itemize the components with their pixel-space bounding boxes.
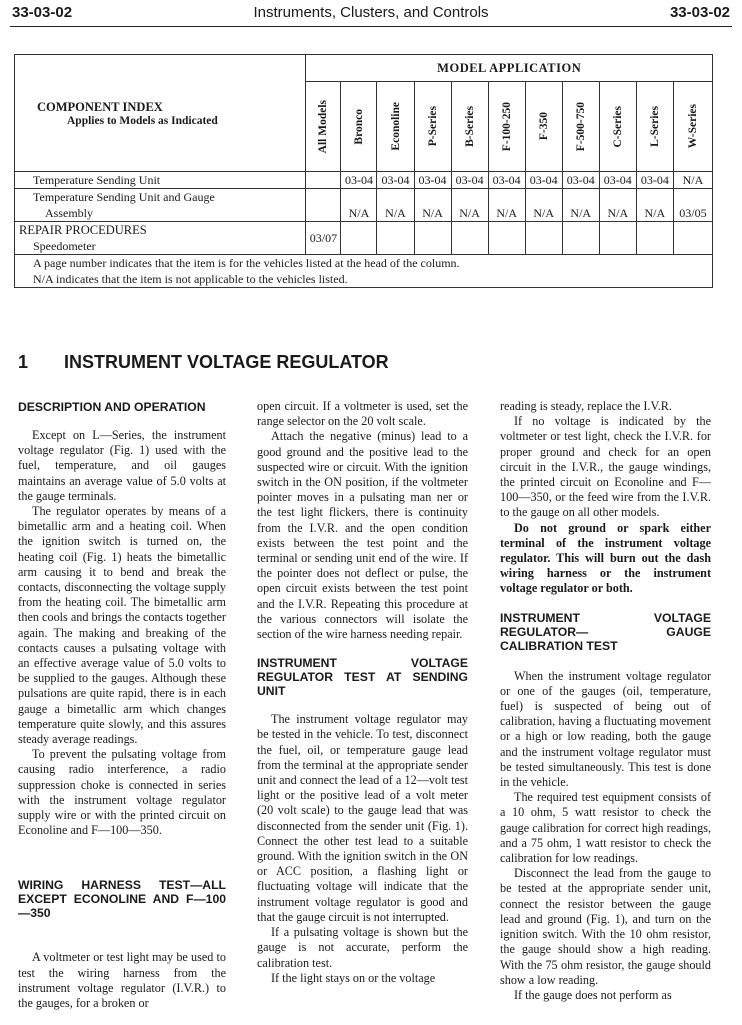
page-header	[0, 0, 742, 30]
table-footnotes	[15, 255, 713, 288]
paragraph: If the gauge does not perform as	[514, 987, 672, 1002]
column-header: L-Series	[648, 106, 661, 147]
table-cell: N/A	[525, 189, 562, 222]
paragraph: When the instrument voltage regulator or one of the gauges (oil, temperature, fuel) is suspected of being out of calibration, having a fluctuating movement or a high or low reading, both the gauge and the instrument voltage regulator must be tested simultaneously. This test is done in the vehicle.	[500, 668, 711, 790]
table-cell	[673, 222, 712, 255]
table-cell	[636, 222, 673, 255]
paragraph: If no voltage is indicated by the voltmeter or test light, check the I.V.R. for proper ground and check for an open circuit in the I.V.R., the gauge windings, the printed circuit on Econoline and F—100—350, or the feed wire from the I.V.R. to the gauge on all other models.	[500, 414, 711, 520]
table-row	[15, 222, 713, 255]
table-cell: N/A	[488, 189, 525, 222]
table-cell: N/A	[562, 189, 599, 222]
paragraph: If a pulsating voltage is shown but the gauge is not accurate, perform the calibration test.	[257, 925, 468, 970]
table-cell	[525, 222, 562, 255]
column-header: All Models	[317, 99, 330, 154]
table-cell	[599, 222, 636, 255]
table-cell: 03-04	[377, 172, 414, 189]
table-row	[15, 189, 713, 222]
subheading: INSTRUMENT VOLTAGE REGULATOR— GAUGE CALIBRATION TEST	[500, 610, 711, 653]
table-cell: N/A	[377, 189, 414, 222]
text-column-2	[257, 399, 468, 986]
table-cell	[451, 222, 488, 255]
section-label: REPAIR PROCEDURES	[19, 223, 147, 237]
row-label-line: Temperature Sending Unit and Gauge	[33, 190, 215, 204]
table-cell: N/A	[451, 189, 488, 222]
text-column-3	[500, 399, 711, 1003]
table-cell: N/A	[599, 189, 636, 222]
page-number-left: 33-03-02	[12, 4, 73, 21]
subheading: DESCRIPTION AND OPERATION	[18, 400, 206, 414]
table-cell: 03-04	[562, 172, 599, 189]
page-number-right: 33-03-02	[669, 4, 730, 21]
table-cell	[488, 222, 525, 255]
table-cell: 03-04	[488, 172, 525, 189]
row-label	[15, 222, 306, 255]
column-header: F-500-750	[574, 101, 587, 152]
column-header: P-Series	[426, 106, 439, 147]
subheading: INSTRUMENT VOLTAGE REGULATOR TEST AT SENDING UNIT	[257, 656, 468, 699]
footnote: A page number indicates that the item is for the vehicles listed at the head of the column.	[33, 256, 460, 270]
section-heading	[18, 352, 389, 373]
table-cell: 03/05	[673, 189, 712, 222]
paragraph: open circuit. If a voltmeter is used, set the range selector on the 20 volt scale.	[257, 399, 468, 429]
paragraph: If the light stays on or the voltage	[271, 970, 436, 985]
section-title: INSTRUMENT VOLTAGE REGULATOR	[64, 352, 389, 372]
section-number: 1	[18, 352, 29, 372]
header-rule	[10, 26, 732, 27]
column-header: F-350	[537, 112, 550, 141]
row-label-line: Speedometer	[33, 239, 96, 253]
component-index-header	[15, 55, 306, 172]
paragraph: Attach the negative (minus) lead to a good ground and the positive lead to the suspected wire or circuit. With the ignition switch in the ON position, if the voltmeter pointer moves in a pulsating man ner or the test light flickers, there is continuity from the I.V.R. and the open condition exists between the test point and the terminal or sending unit end of the wire. If the pointer does not deflect or pulse, the open circuit exists between the test point and the I.V.R. Repeating this procedure at the various connectors will isolate the section of the wire harness needing repair.	[257, 429, 468, 642]
table-cell	[306, 189, 341, 222]
table-cell: 03-04	[599, 172, 636, 189]
row-label-line: Assembly	[45, 206, 93, 220]
column-header: B-Series	[463, 106, 476, 147]
paragraph: The instrument voltage regulator may be tested in the vehicle. To test, disconnect the fuel, oil, or temperature gauge lead from the terminal at the appropriate sender unit and connect the lead of a 12—volt test light or the positive lead of a volt meter (20 volt scale) to the gauge lead that was disconnected from the sender unit (Fig. 1). Connect the other test lead to a suitable ground. With the ignition switch in the ON or ACC position, a flashing light or fluctuating voltage will indicate that the instrument voltage regulator is good and that the gauge circuit is not interrupted.	[257, 712, 468, 924]
paragraph: Except on L—Series, the instrument voltage regulator (Fig. 1) used with the fuel, temperature, and oil gauges maintains an average value of 5.0 volts at the gauge terminals.	[18, 428, 226, 503]
column-header: C-Series	[611, 105, 624, 148]
column-header: F-100-250	[500, 101, 513, 152]
component-index-title: COMPONENT INDEX	[37, 99, 163, 114]
row-label	[15, 189, 306, 222]
footnote: N/A indicates that the item is not applicable to the vehicles listed.	[33, 272, 348, 286]
table-cell: 03-04	[525, 172, 562, 189]
table-cell	[377, 222, 414, 255]
table-cell	[562, 222, 599, 255]
column-header: Bronco	[352, 108, 365, 145]
table-cell: N/A	[673, 172, 712, 189]
page-title: Instruments, Clusters, and Controls	[253, 4, 489, 21]
table-cell	[414, 222, 451, 255]
subheading: WIRING HARNESS TEST—ALL EXCEPT ECONOLINE AND F—100—350	[18, 878, 226, 921]
text-column-1	[18, 400, 226, 1011]
paragraph: The required test equipment consists of a 10 ohm, 5 watt resistor to check the gauge calibration for correct high readings, and a 75 ohm, 1 watt resistor to check the calibration for low readings.	[500, 790, 711, 866]
table-cell	[341, 222, 377, 255]
paragraph: A voltmeter or test light may be used to test the wiring harness from the instrument voltage regulator (I.V.R.) to the gauges, for a broken or	[18, 950, 226, 1011]
table-cell: N/A	[341, 189, 377, 222]
paragraph: The regulator operates by means of a bimetallic arm and a heating coil. When the ignition switch is turned on, the heating coil (Fig. 1) heats the bimetallic arm causing it to bend and break the contacts, disconnecting the voltage supply from the heating coil. The bimetallic arm then cools and brings the contacts together again. The making and breaking of the contacts causes a pulsating voltage with an effective average value of 5.0 volts to be supplied to the gauges. Although these pulsations are quite rapid, there is in each gauge a bimetallic arm which changes temperature quite slowly, and this assures steady average readings.	[18, 504, 226, 747]
paragraph: reading is steady, replace the I.V.R.	[500, 399, 672, 413]
component-index-table	[14, 54, 713, 288]
table-cell: 03-04	[341, 172, 377, 189]
table-cell: 03/07	[306, 222, 341, 255]
model-application-heading: MODEL APPLICATION	[306, 55, 713, 82]
table-cell: N/A	[636, 189, 673, 222]
table-cell: 03-04	[451, 172, 488, 189]
column-header: Econoline	[389, 102, 402, 151]
row-label: Temperature Sending Unit	[15, 172, 306, 189]
table-cell: N/A	[414, 189, 451, 222]
table-cell	[306, 172, 341, 189]
table-row	[15, 172, 713, 189]
warning-paragraph: Do not ground or spark either terminal of the instrument voltage regulator. This will burn out the dash wiring harness or the instrument voltage regulator or both.	[500, 520, 711, 596]
table-cell: 03-04	[636, 172, 673, 189]
paragraph: Disconnect the lead from the gauge to be tested at the appropriate sender unit, connect the resistor between the gauge lead and ground (Fig. 1), and turn on the ignition switch. With the 10 ohm resistor, the gauge should show a high reading. With the 75 ohm resistor, the gauge should show a low reading.	[500, 866, 711, 987]
paragraph: To prevent the pulsating voltage from causing radio interference, a radio suppression choke is connected in series with the instrument voltage regulator supply wire or with the printed circuit on Econoline and F—100—350.	[18, 747, 226, 838]
component-index-subtitle: Applies to Models as Indicated	[67, 114, 218, 127]
column-header: W-Series	[686, 104, 699, 149]
table-cell: 03-04	[414, 172, 451, 189]
